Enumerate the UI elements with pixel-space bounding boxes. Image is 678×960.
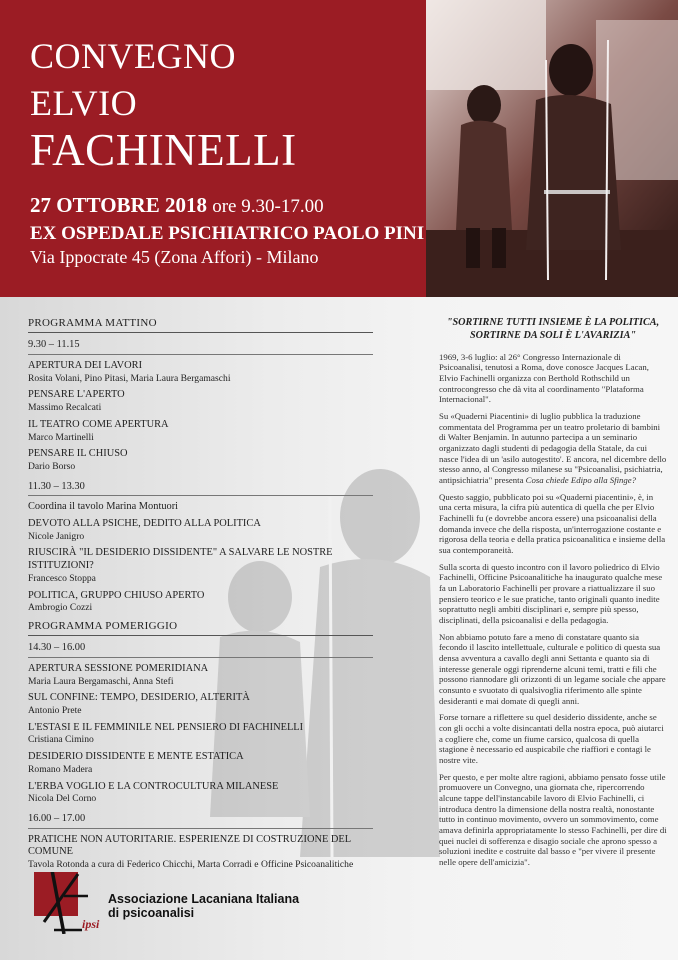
header-photo <box>426 0 678 297</box>
program-item <box>28 722 373 746</box>
program-item-title: L'ESTASI E IL FEMMINILE NEL PENSIERO DI FACHINELLI <box>28 721 304 733</box>
program-item <box>28 448 373 472</box>
program-item <box>28 419 373 443</box>
article-text: Su «Quaderni Piacentini» di luglio pubblica la traduzione commentata del Programma per un teatro proletario di bambini di Walter Benjamin. In autunno partecipa a un seminario organizzato dagli studenti di pedagogia della Statale, da cui nasce l'idea di un 'asilo autogestito'. E ancora, nel dicembre dello stesso anno, al Congresso milanese su "Psicoanalisi, psichiatria, antipsichiatria" presenta <box>439 410 667 485</box>
time-slot-3: 14.30 – 16.00 <box>28 642 373 658</box>
morning-slot-1-list <box>28 360 373 473</box>
event-venue: EX OSPEDALE PSICHIATRICO PAOLO PINI <box>30 223 425 244</box>
article-paragraph <box>439 411 667 486</box>
afternoon-slot-2-list <box>28 834 373 871</box>
program-item-speakers: Massimo Recalcati <box>28 402 102 414</box>
program-item-title: DESIDERIO DISSIDENTE E MENTE ESTATICA <box>28 751 244 763</box>
program-item <box>28 663 373 687</box>
article-paragraph: Non abbiamo potuto fare a meno di constatare quanto sia fecondo il lascito intellettuale, culturale e politico di questa sua densa avventura a cavallo degli anni Settanta e quanto sia di interesse generale oggi riprenderne alcuni temi, tratti e fili che possono riannodare gli orizzonti di un legame sociale che appare consunto e svuotato di qualsivoglia riferimento alle spinte desideranti e mai domate di quegli anni. <box>439 631 666 706</box>
program-item-speakers: Maria Laura Bergamaschi, Anna Stefi <box>28 675 174 687</box>
program-item-speakers: Rosita Volani, Pino Pitasi, Maria Laura Bergamaschi <box>28 372 231 384</box>
program-item <box>28 692 373 716</box>
program-item-speakers: Antonio Prete <box>28 705 82 717</box>
morning-slot-2-list <box>28 518 373 614</box>
afternoon-slot-1-list <box>28 663 373 805</box>
program-item <box>28 781 373 805</box>
time-slot-4: 16.00 – 17.00 <box>28 813 373 829</box>
program-item-title: PENSARE IL CHIUSO <box>28 448 128 460</box>
time-slot-1: 9.30 – 11.15 <box>28 339 373 355</box>
article-paragraph: Per questo, e per molte altre ragioni, abbiamo pensato fosse utile promuovere un Convegno, una giornata che, ripercorrendo alcune tappe dell'instancabile lavoro di Elvio Fachinelli, ci introduca dentro la dimensione della nostra realtà, nonostante tutto in continuo movimento, ovvero un sommovimento, come amava definirla appropriatamente lo stesso Fachinelli, per dire di quei nuclei di sofferenza e disagio sociale che aprono spesso a soluzioni inedite e costruite dal basso e "per vivere il presente nelle opere dell'amicizia". <box>439 771 667 868</box>
article-paragraph: Sulla scorta di questo incontro con il lavoro poliedrico di Elvio Fachinelli, Officine Psicoanalitiche ha inaugurato qualche mese fa un Laboratorio Fachinelli per provare a riattualizzare il suo pensiero teorico e le sue pratiche, tanto originali quanto inedite soprattutto negli ambiti disciplinari e, sempre più spesso, disciplinati, della psicoanalisi e della pedagogia. <box>439 561 663 625</box>
program-item-title: POLITICA, GRUPPO CHIUSO APERTO <box>28 589 205 601</box>
event-address: Via Ippocrate 45 (Zona Affori) - Milano <box>30 247 319 267</box>
event-time: ore 9.30-17.00 <box>212 196 324 217</box>
program-item <box>28 360 373 384</box>
program-item-speakers: Tavola Rotonda a cura di Federico Chicchi, Marta Corradi e Officine Psicoanalitiche <box>28 859 354 870</box>
title-line-1: CONVEGNO <box>30 36 236 76</box>
article-book-title: Cosa chiede Edipo alla Sfinge? <box>525 474 637 485</box>
program-item-title: SUL CONFINE: TEMPO, DESIDERIO, ALTERITÀ <box>28 692 250 704</box>
program-item-title: PENSARE L'APERTO <box>28 389 125 401</box>
program-item-speakers: Ambrogio Cozzi <box>28 602 93 614</box>
program-item-title: RIUSCIRÀ "IL DESIDERIO DISSIDENTE" A SALVARE LE NOSTRE ISTITUZIONI? <box>28 547 333 572</box>
program-item <box>28 389 373 413</box>
program-item-title: APERTURA SESSIONE POMERIDIANA <box>28 662 209 674</box>
program-item-speakers: Cristiana Cimino <box>28 734 94 746</box>
title-line-2: ELVIO <box>30 83 138 123</box>
alipsi-logo-icon <box>34 872 114 934</box>
content-area <box>0 297 678 960</box>
event-date-line <box>30 193 324 218</box>
program-item-speakers: Marco Martinelli <box>28 431 94 443</box>
article-paragraph: Questo saggio, pubblicato poi su «Quaderni piacentini», è, in una certa misura, la cifra più autentica di quella che per Elvio Fachinelli fu (e dovrebbe ancora essere) una psicoanalisi della domanda invece che della risposta, un'interrogazione costante e rigorosa della teoria e della pratica psicoanalitica e insieme della sua contemporaneità. <box>439 491 666 555</box>
program-item-speakers: Romano Madera <box>28 763 93 775</box>
program-column <box>28 317 373 876</box>
program-item <box>28 547 373 584</box>
article-column <box>439 317 667 874</box>
program-item <box>28 518 373 542</box>
organizer-name <box>108 892 299 921</box>
organizer-name-line-2: di psicoanalisi <box>108 906 195 921</box>
morning-program-heading: PROGRAMMA MATTINO <box>28 317 373 333</box>
program-item <box>28 751 373 775</box>
program-item-speakers: Dario Borso <box>28 460 76 472</box>
program-item-title: APERTURA DEI LAVORI <box>28 360 143 372</box>
article-quote: "SORTIRNE TUTTI INSIEME È LA POLITICA, SORTIRNE DA SOLI È L'AVARIZIA" <box>446 317 660 341</box>
logo-ipsi-text: ipsi <box>82 917 100 931</box>
slot-2-coordinator: Coordina il tavolo Marina Montuori <box>28 501 179 513</box>
article-paragraph: Forse tornare a riflettere su quel desiderio dissidente, anche se con gli occhi a volte disincantati della nostra epoca, può aiutarci a cogliere che, come un fiume carsico, qualcosa di quella stagione è necessario ed auspicabile che riaffiori e contagi le nostre vite. <box>439 712 664 766</box>
title-line-3: FACHINELLI <box>30 125 297 175</box>
program-item-title: PRATICHE NON AUTORITARIE. ESPERIENZE DI COSTRUZIONE DEL COMUNE <box>28 833 351 858</box>
organizer-name-line-1: Associazione Lacaniana Italiana <box>108 892 300 906</box>
afternoon-program-heading: PROGRAMMA POMERIGGIO <box>28 620 373 636</box>
article-paragraph: 1969, 3-6 luglio: al 26° Congresso Internazionale di Psicoanalisi, tenutosi a Roma, dove conosce Jacques Lacan, Elvio Fachinelli organizza con Berthold Rothschild un controcongresso che dà vita al coordinamento "Plataforma Internacional". <box>439 351 649 405</box>
program-item-speakers: Francesco Stoppa <box>28 572 96 584</box>
program-item-title: L'ERBA VOGLIO E LA CONTROCULTURA MILANESE <box>28 780 279 792</box>
program-item <box>28 834 373 871</box>
program-item-title: IL TEATRO COME APERTURA <box>28 418 169 430</box>
program-item <box>28 590 373 614</box>
program-item-speakers: Nicole Janigro <box>28 530 85 542</box>
program-item-speakers: Nicola Del Corno <box>28 793 97 805</box>
event-date: 27 OTTOBRE 2018 <box>30 193 207 217</box>
time-slot-2: 11.30 – 13.30 <box>28 481 373 497</box>
program-item-title: DEVOTO ALLA PSICHE, DEDITO ALLA POLITICA <box>28 518 261 530</box>
